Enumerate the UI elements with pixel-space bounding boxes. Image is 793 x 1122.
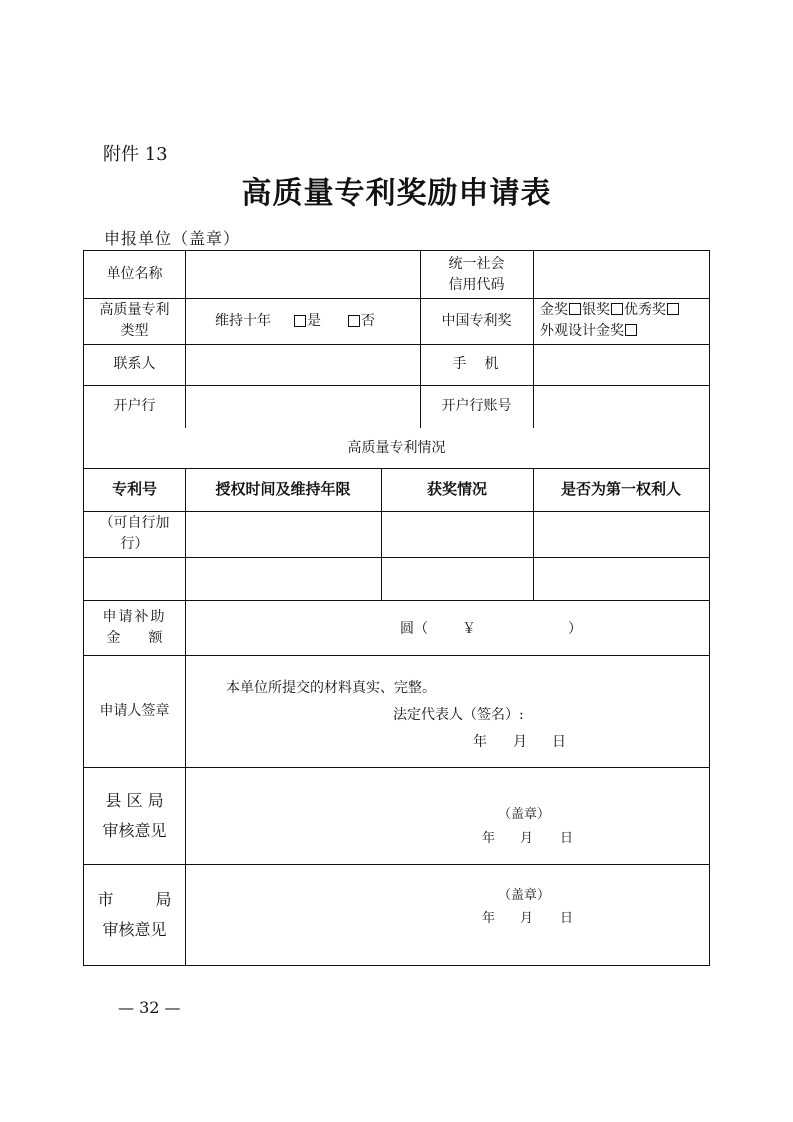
award-options — [533, 298, 709, 344]
no-label: 否 — [361, 312, 375, 329]
amount-close-paren: ） — [568, 621, 582, 637]
col-header-patent-no: 专利号 — [111, 480, 157, 498]
applicant-unit-label: 申报单位（盖章） — [104, 229, 241, 248]
excellent-award-label: 优秀奖 — [624, 302, 666, 318]
yes-checkbox[interactable] — [294, 315, 306, 327]
col-header-grant-time: 授权时间及维持年限 — [215, 480, 351, 498]
county-label-line2: 审核意见 — [102, 820, 167, 840]
patent-type-label-line2: 类型 — [120, 323, 149, 339]
city-seal-label: （盖章） — [498, 888, 551, 903]
bank-field[interactable] — [185, 385, 420, 428]
table-cell[interactable] — [381, 511, 533, 557]
mobile-label: 手 机 — [452, 356, 501, 372]
table-cell[interactable] — [533, 511, 709, 557]
city-day: 日 — [560, 911, 574, 926]
yes-label: 是 — [307, 312, 321, 329]
bank-label: 开户行 — [113, 398, 156, 414]
page-number: — 32 — — [118, 998, 181, 1017]
credit-code-label-line1: 统一社会 — [448, 255, 505, 272]
excellent-award-checkbox[interactable] — [667, 303, 679, 315]
city-label-char-a: 市 — [97, 889, 114, 909]
county-label-line1: 县 区 局 — [105, 790, 164, 810]
contact-label: 联系人 — [113, 356, 156, 372]
silver-award-label: 银奖 — [582, 302, 610, 318]
credit-code-label — [420, 251, 533, 298]
document-title: 高质量专利奖励申请表 — [241, 176, 552, 211]
gold-award-checkbox[interactable] — [569, 303, 581, 315]
signature-month: 月 — [513, 734, 527, 750]
subsidy-amount-label — [84, 600, 185, 655]
signature-day: 日 — [552, 734, 566, 750]
city-month: 月 — [520, 911, 534, 926]
declaration-text: 本单位所提交的材料真实、完整。 — [226, 680, 436, 696]
unit-name-label: 单位名称 — [106, 266, 163, 282]
maintain-ten-years-label: 维持十年 — [215, 312, 271, 329]
county-day: 日 — [560, 831, 574, 846]
legal-representative-label: 法定代表人（签名）: — [393, 707, 524, 723]
city-label-char-b: 局 — [155, 889, 172, 909]
unit-name-field[interactable] — [185, 251, 420, 298]
patent-type-label-line1: 高质量专利 — [99, 302, 170, 318]
county-year: 年 — [482, 831, 496, 846]
add-rows-note-line1: （可自行加 — [99, 515, 170, 531]
table-cell[interactable] — [185, 511, 381, 557]
subsidy-label-line1: 申请补助 — [102, 608, 167, 625]
china-patent-award-label: 中国专利奖 — [441, 312, 512, 329]
subsidy-label-line2: 金 额 — [106, 629, 163, 646]
city-year: 年 — [482, 911, 496, 926]
amount-currency-symbol: ￥ — [462, 621, 476, 637]
attachment-label: 附件 13 — [103, 144, 168, 165]
patent-type-label — [84, 298, 185, 344]
table-cell[interactable] — [381, 557, 533, 600]
city-label-line2: 审核意见 — [102, 919, 167, 939]
col-header-award: 获奖情况 — [426, 480, 487, 498]
table-cell[interactable] — [84, 557, 185, 600]
contact-field[interactable] — [185, 344, 420, 385]
city-review-label — [84, 864, 185, 965]
maintain-ten-years-option — [185, 298, 420, 344]
table-cell[interactable] — [533, 557, 709, 600]
county-review-label — [84, 767, 185, 864]
mobile-field[interactable] — [533, 344, 709, 385]
signature-year: 年 — [473, 734, 487, 750]
county-month: 月 — [520, 831, 534, 846]
bank-account-label: 开户行账号 — [441, 398, 512, 414]
silver-award-checkbox[interactable] — [611, 303, 623, 315]
patent-section-title: 高质量专利情况 — [84, 428, 709, 468]
design-gold-award-checkbox[interactable] — [625, 324, 637, 336]
county-seal-label: （盖章） — [498, 807, 551, 822]
add-rows-note-line2: 行） — [120, 536, 149, 552]
applicant-signature-label: 申请人签章 — [99, 702, 170, 719]
col-header-first-owner: 是否为第一权利人 — [560, 480, 681, 498]
application-form-table — [83, 250, 710, 966]
no-checkbox[interactable] — [348, 315, 360, 327]
design-gold-award-label: 外观设计金奖 — [540, 323, 624, 339]
amount-yuan-text: 圆（ — [400, 621, 428, 637]
credit-code-label-line2: 信用代码 — [448, 276, 505, 293]
table-row-note — [84, 511, 185, 557]
gold-award-label: 金奖 — [540, 302, 568, 318]
table-cell[interactable] — [185, 557, 381, 600]
credit-code-field[interactable] — [533, 251, 709, 298]
bank-account-field[interactable] — [533, 385, 709, 428]
